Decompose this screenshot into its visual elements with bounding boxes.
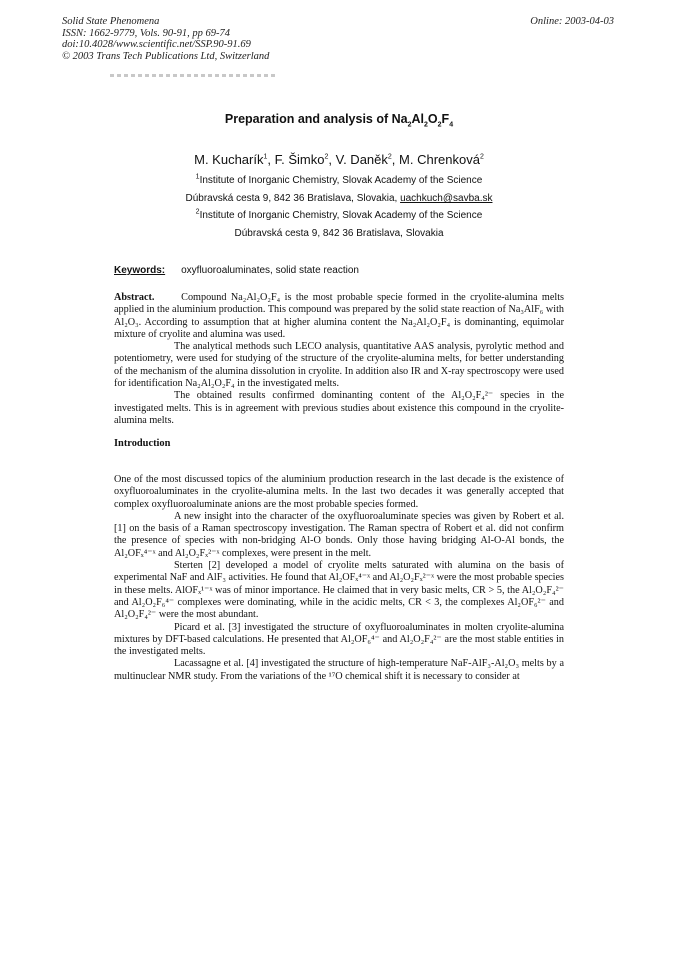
abstract-label: Abstract. xyxy=(114,292,155,303)
author-affil-mark: 2 xyxy=(324,153,329,161)
intro-paragraph-1: One of the most discussed topics of the aluminium production research in the last decade is the existence of oxyfluoroaluminates in the cryolite-alumina melts. In the last two decades it was generally accepted that complex oxyfluoroaluminate anions are the most probable species formed. xyxy=(114,474,564,510)
affiliation-1-institute xyxy=(0,175,678,187)
author-list xyxy=(0,152,678,167)
abstract-paragraph-1 xyxy=(114,292,564,341)
affil-text: Dúbravská cesta 9, 842 36 Bratislava, Slovakia, xyxy=(185,193,401,204)
title-text: Preparation and analysis of Na xyxy=(224,112,408,126)
author-affil-mark: 2 xyxy=(387,153,392,161)
affiliation-1-address xyxy=(0,193,678,205)
title-sub: 2 xyxy=(437,121,442,129)
affil-mark: 1 xyxy=(195,173,200,181)
online-date: Online: 2003-04-03 xyxy=(530,16,614,27)
title-text: F xyxy=(441,112,450,126)
intro-paragraph-5: Lacassagne et al. [4] investigated the structure of high-temperature NaF-AlF₃-Al₂O₃ melts by a multinuclear NMR study. From the variations of the ¹⁷O chemical shift it is necessary to consider at xyxy=(114,658,564,682)
author-name: M. Kucharík xyxy=(194,152,264,167)
intro-paragraph-4: Picard et al. [3] investigated the structure of oxyfluoroaluminates in molten cryolite-alumina mixtures by DFT-based calculations. He presented that Al₂OF₆⁴⁻ and Al₂O₂F₄²⁻ are the most stable entities in the investigated melts. xyxy=(114,621,564,658)
abstract-text: Compound Na₂Al₂O₂F₄ is the most probable specie formed in the cryolite-alumina melts applied in the aluminium production. This compound was prepared by the solid state reaction of Na₃AlF₆ with Al₂O₃. According to assumption that at higher alumina content the Na₂Al₂O₂F₄ is dominanting, equimolar mixture of cryolite and alumina was used. xyxy=(114,292,564,340)
affil-text: Institute of Inorganic Chemistry, Slovak Academy of the Science xyxy=(199,210,483,221)
abstract-paragraph-2: The analytical methods such LECO analysis, quantitative AAS analysis, pyrolytic method and potentiometry, were used for studying of the structure of the cryolite-alumina melts, for better understanding of the mechanism of the alumina dissolution in cryolite. In addition also IR and X-ray spectroscopy were used for identification Na₂Al₂O₂F₄ in the investigated melts. xyxy=(114,341,564,390)
intro-paragraph-2: A new insight into the character of the oxyfluoroaluminate species was given by Robert et al. [1] on the basis of a Raman spectroscopy investigation. The Raman spectra of Robert et al. did not confirm the presence of species with non-bridging Al-O bonds. Only those having bridging Al-O-Al bonds, the Al₂OFₓ⁴⁻ˣ and Al₂O₂Fₓ²⁻ˣ complexes, were present in the melt. xyxy=(114,510,564,559)
title-sub: 4 xyxy=(449,121,454,129)
abstract-paragraph-3: The obtained results confirmed dominanting content of the Al₂O₂F₄²⁻ species in the investigated melts. This is in agreement with previous studies about existence this compound in the cryolite-alumina melts. xyxy=(114,390,564,426)
title-text: Al xyxy=(411,112,424,126)
affiliation-2-address: Dúbravská cesta 9, 842 36 Bratislava, Slovakia xyxy=(234,228,444,239)
journal-copyright: © 2003 Trans Tech Publications Ltd, Switzerland xyxy=(62,50,270,62)
keywords xyxy=(114,265,359,276)
keywords-text: oxyfluoroaluminates, solid state reaction xyxy=(181,265,359,276)
author-affil-mark: 2 xyxy=(479,153,484,161)
author-name: , V. Daněk xyxy=(328,152,388,167)
affiliation-2-institute xyxy=(0,210,678,222)
faint-watermark-line xyxy=(110,74,275,77)
title-text: O xyxy=(427,112,438,126)
paper-title xyxy=(0,112,678,129)
journal-doi[interactable]: doi:10.4028/www.scientific.net/SSP.90-91.69 xyxy=(62,39,251,50)
author-name: , M. Chrenková xyxy=(391,152,480,167)
title-sub: 2 xyxy=(407,121,412,129)
introduction-section xyxy=(114,474,564,683)
abstract-section xyxy=(114,292,564,427)
title-sub: 2 xyxy=(424,121,428,129)
affil-text: Institute of Inorganic Chemistry, Slovak Academy of the Science xyxy=(199,175,483,186)
author-affil-mark: 1 xyxy=(263,153,268,161)
email-link[interactable]: uachkuch@savba.sk xyxy=(400,193,493,204)
intro-paragraph-3: Sterten [2] developed a model of cryolite melts saturated with alumina on the basis of experimental NaF and AlF₃ activities. He found that Al₂OFₓ⁴⁻ˣ and Al₂O₂Fₓ²⁻ˣ were the most probable species in these melts. AlOFₓ¹⁻ˣ was of minor importance. He claimed that in very basic melts, CR > 5, the Al₂O₂F₄²⁻ and Al₂O₂F₆⁴⁻ complexes were dominating, while in the acidic melts, CR < 3, the complexes Al₂OF₆²⁻ and Al₂O₂F₄²⁻ were the most abundant. xyxy=(114,560,564,621)
introduction-heading: Introduction xyxy=(114,438,171,449)
journal-issn: ISSN: 1662-9779, Vols. 90-91, pp 69-74 xyxy=(62,27,230,39)
author-name: , F. Šimko xyxy=(267,152,325,167)
keywords-label: Keywords: xyxy=(114,265,166,276)
journal-header xyxy=(62,16,269,62)
journal-name: Solid State Phenomena xyxy=(62,16,160,27)
affil-mark: 2 xyxy=(195,208,200,216)
